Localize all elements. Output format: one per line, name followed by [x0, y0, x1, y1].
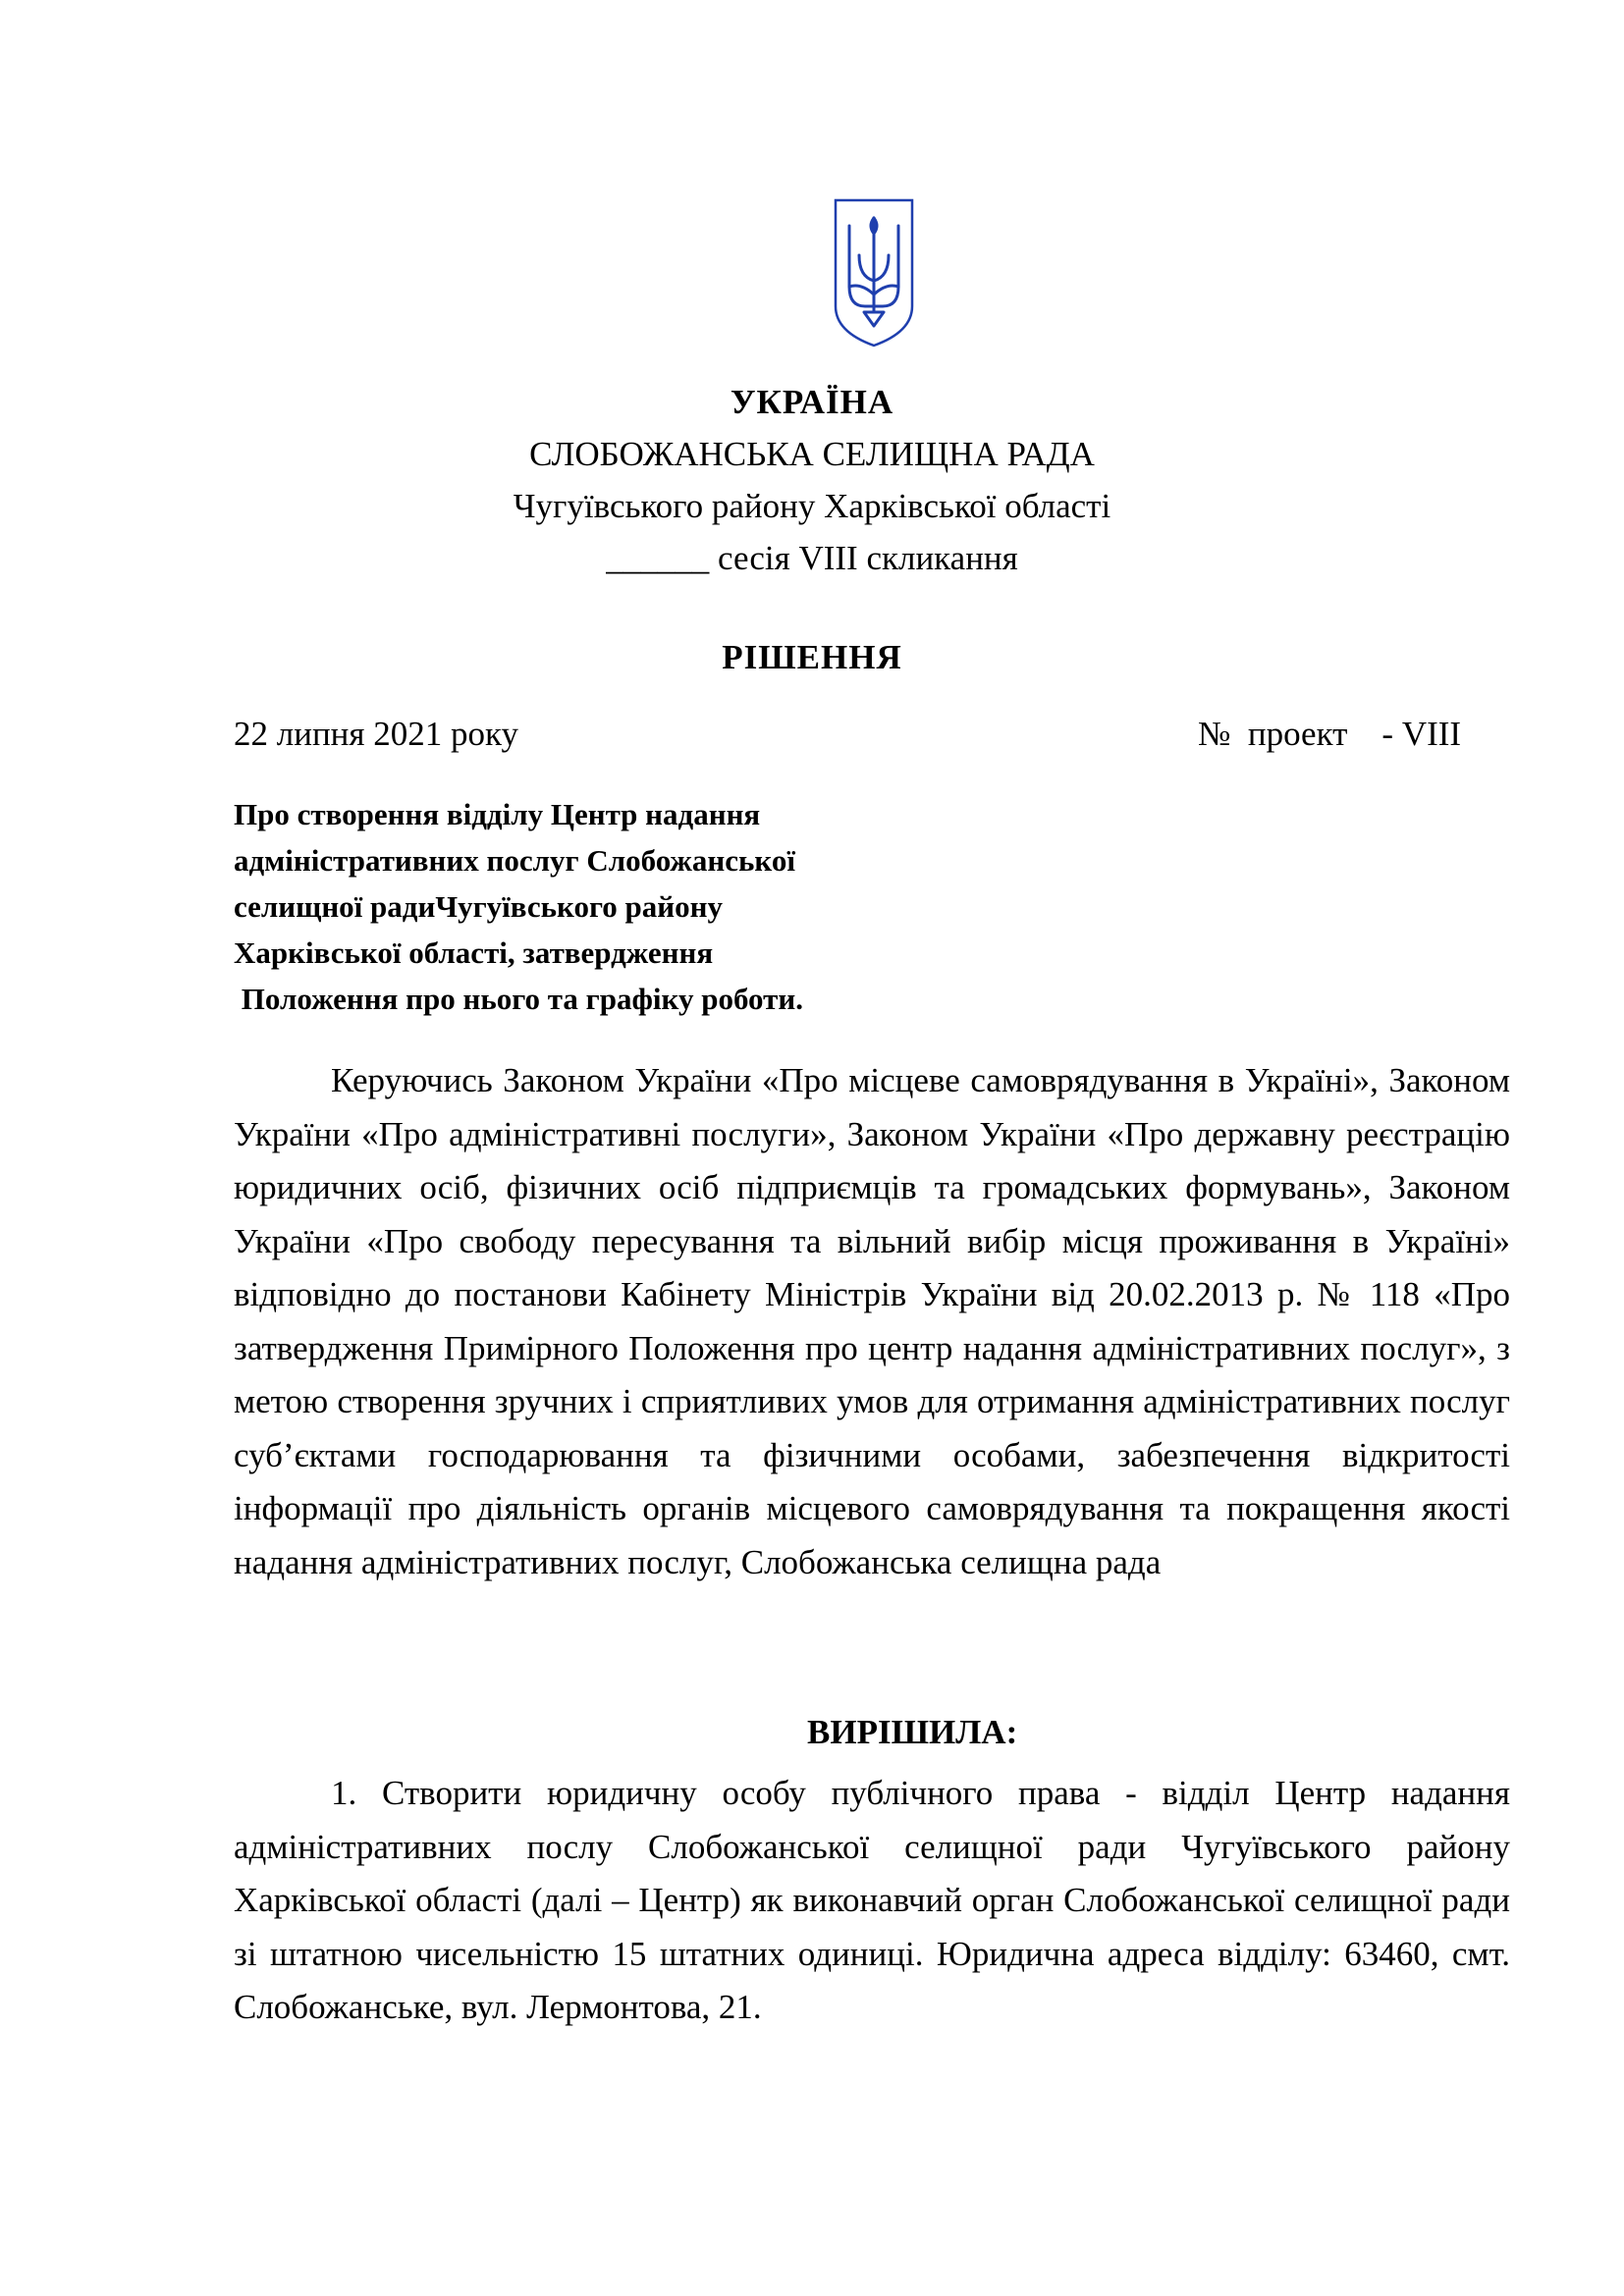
subject-line: селищної радиЧугуївського району — [234, 889, 724, 924]
decision-number: № проект - VIII — [1198, 715, 1462, 753]
coat-of-arms-icon — [832, 196, 916, 348]
decision-title: РІШЕННЯ — [722, 638, 902, 676]
district-line: Чугуївського району Харківської області — [513, 487, 1111, 525]
preamble-paragraph: Керуючись Законом України «Про місцеве самоврядування в Україні», Законом України «Про адміністративні послуги», Законом України «Про державну реєстрацію юридичних осіб, фізичних осіб підприємців та громадських формувань», Законом України «Про свободу пересування та вільний вибір місця проживання в Україні» відповідно до постанови Кабінету Міністрів України від 20.02.2013 р. № 118 «Про затвердження Примірного Положення про центр надання адміністративних послуг», з метою створення зручних і сприятливих умов для отримання адміністративних послуг суб’єктами господарювання та фізичними особами, забезпечення відкритості інформації про діяльність органів місцевого самоврядування та покращення якості надання адміністративних послуг, Слобожанська селищна рада — [234, 1061, 1510, 1581]
session-line: ______ сесія VIII скликання — [606, 539, 1018, 577]
resolved-heading: ВИРІШИЛА: — [807, 1713, 1018, 1751]
subject-line: Про створення відділу Центр надання — [234, 797, 761, 831]
country-heading: УКРАЇНА — [730, 383, 894, 421]
item-1-paragraph: 1. Створити юридичну особу публічного права - відділ Центр надання адміністративних послу Слобожанської селищної ради Чугуївського району Харківської області (далі – Центр) як виконавчий орган Слобожанської селищної ради зі штатною чисельністю 15 штатних одиниці. Юридична адреса відділу: 63460, смт. Слобожанське, вул. Лермонтова, 21. — [234, 1774, 1510, 2026]
decision-date: 22 липня 2021 року — [234, 715, 519, 753]
subject-line: Харківської області, затвердження — [234, 935, 714, 970]
decision-subject — [234, 791, 921, 1022]
subject-line: адміністративних послуг Слобожанської — [234, 843, 795, 878]
council-name: СЛОБОЖАНСЬКА СЕЛИЩНА РАДА — [529, 435, 1095, 473]
subject-line: Положення про нього та графіку роботи. — [234, 982, 803, 1016]
